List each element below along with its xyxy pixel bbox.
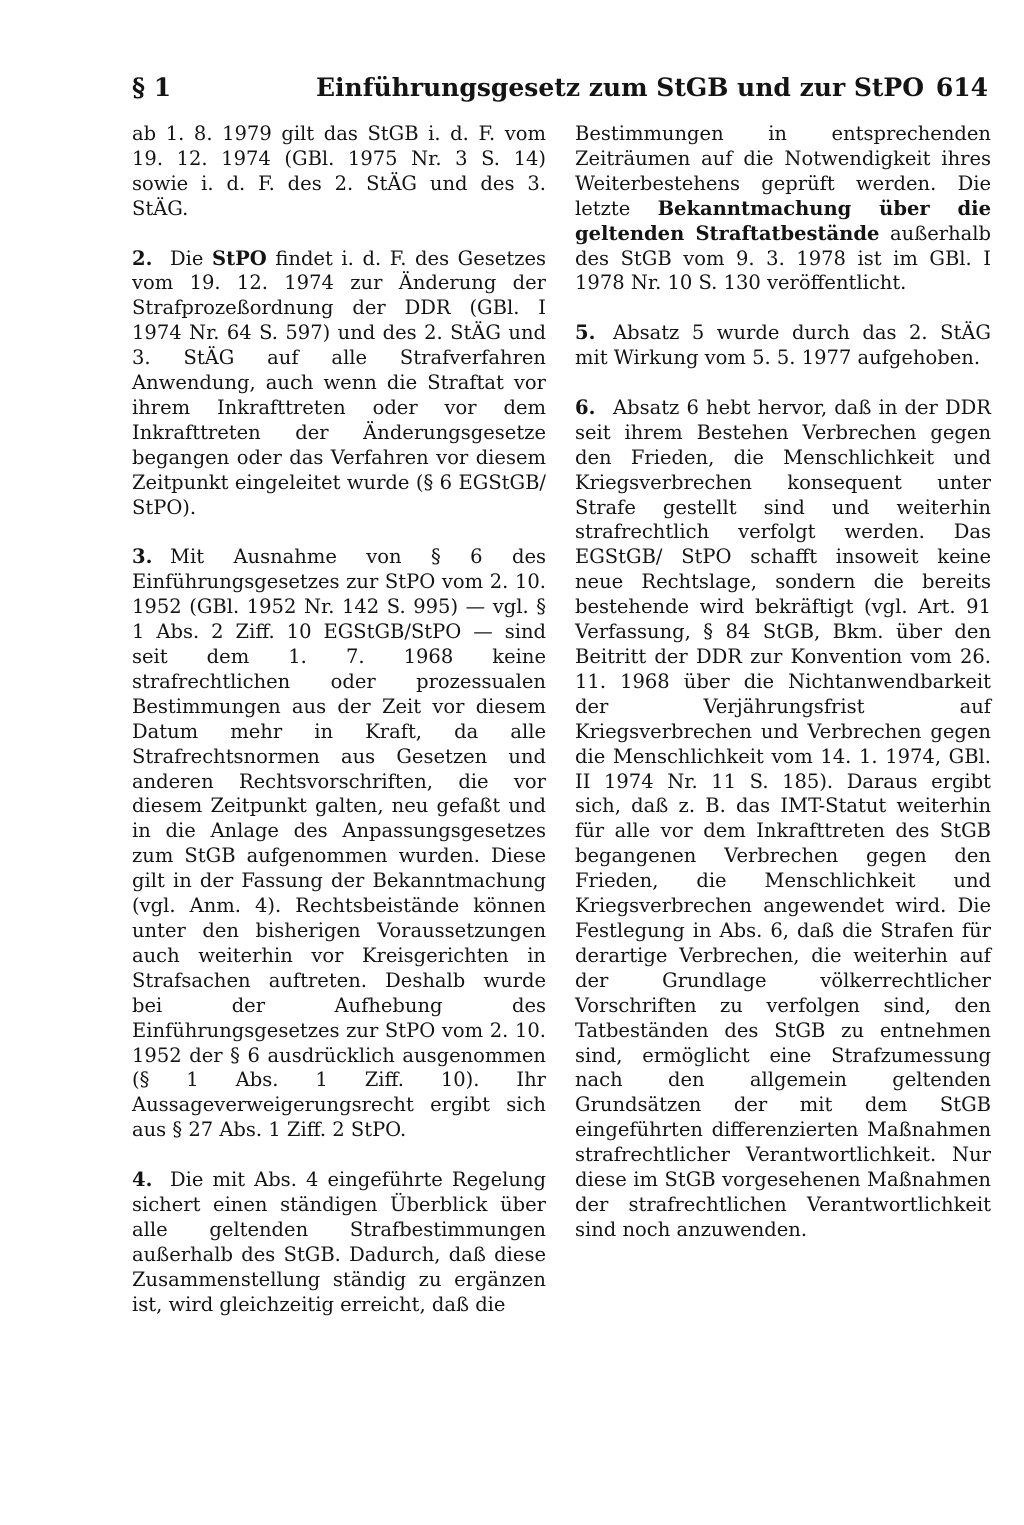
right-column xyxy=(575,122,991,1243)
paragraph-5 xyxy=(575,321,991,371)
paragraph-text: Die mit Abs. 4 eingeführte Regelung sichert einen ständigen Überblick über alle geltenden Strafbestimmungen außerhalb des StGB. Dadurch, daß diese Zusammenstellung ständig zu ergänzen ist, wird gleichzeitig erreicht, daß die xyxy=(132,1168,546,1316)
paragraph-number: 5. xyxy=(575,321,596,345)
paragraph-number: 2. xyxy=(132,246,153,270)
bold-term: Bekanntmachung über die geltenden Straftatbestände xyxy=(575,196,991,245)
running-title: Einführungsgesetz zum StGB und zur StPO xyxy=(316,73,925,102)
paragraph-gap xyxy=(132,1143,546,1168)
paragraph-4-continued xyxy=(575,122,991,296)
paragraph-text: ab 1. 8. 1979 gilt das StGB i. d. F. vom 19. 12. 1974 (GBl. 1975 Nr. 3 S. 14) sowie i. d. F. des 2. StÄG und des 3. StÄG. xyxy=(132,122,546,220)
paragraph-number: 4. xyxy=(132,1168,153,1192)
page-number: 614 xyxy=(935,73,988,102)
page-header xyxy=(132,68,988,108)
paragraph-6 xyxy=(575,396,991,1243)
paragraph-text: Die xyxy=(170,246,213,270)
paragraph-number: 6. xyxy=(575,395,596,419)
section-marker: § 1 xyxy=(132,73,172,102)
paragraph-3 xyxy=(132,545,546,1143)
paragraph-gap xyxy=(132,222,546,247)
paragraph-number: 3. xyxy=(132,545,153,569)
paragraph-text: Absatz 6 hebt hervor, daß in der DDR seit ihrem Bestehen Verbrechen gegen den Frieden, die Menschlichkeit und Kriegsverbrechen konsequent unter Strafe gestellt sind und weiterhin strafrechtlich verfolgt werden. Das EGStGB/ StPO schafft insoweit keine neue Rechtslage, sondern die bereits bestehende wird bekräftigt (vgl. Art. 91 Verfassung, § 84 StGB, Bkm. über den Beitritt der DDR zur Konvention vom 26. 11. 1968 über die Nichtanwendbarkeit der Verjährungsfrist auf Kriegsverbrechen und Verbrechen gegen die Menschlichkeit vom 14. 1. 1974, GBl. II 1974 Nr. 11 S. 185). Daraus ergibt sich, daß z. B. das IMT-Statut weiterhin für alle vor dem Inkrafttreten des StGB begangenen Verbrechen gegen den Frieden, die Menschlichkeit und Kriegsverbrechen angewendet wird. Die Festlegung in Abs. 6, daß die Strafen für derartige Verbrechen, die weiterhin auf der Grundlage völkerrechtlicher Vorschriften zu verfolgen sind, den Tatbeständen des StGB zu entnehmen sind, ermöglicht eine Strafzumessung nach den allgemein geltenden Grundsätzen der mit dem StGB eingeführten differenzierten Maßnahmen strafrechtlicher Verantwortlichkeit. Nur diese im StGB vorgesehenen Maßnahmen der strafrechtlichen Verantwortlichkeit sind noch anzuwenden. xyxy=(575,395,991,1241)
paragraph-gap xyxy=(575,371,991,396)
left-column xyxy=(132,122,546,1317)
paragraph-continued xyxy=(132,122,546,222)
paragraph-text: Bestimmungen in entsprechenden Zeiträumen auf die Notwendigkeit ihres Weiterbestehens geprüft werden. Die letzte xyxy=(575,122,991,220)
paragraph-gap xyxy=(575,296,991,321)
bold-term: StPO xyxy=(212,246,267,270)
paragraph-gap xyxy=(132,520,546,545)
paragraph-text: außerhalb des StGB vom 9. 3. 1978 ist im GBl. I 1978 Nr. 10 S. 130 veröffentlicht. xyxy=(575,221,991,295)
paragraph-text: Absatz 5 wurde durch das 2. StÄG mit Wirkung vom 5. 5. 1977 aufgehoben. xyxy=(575,321,991,370)
paragraph-2 xyxy=(132,247,546,521)
paragraph-4 xyxy=(132,1168,546,1317)
paragraph-text: findet i. d. F. des Gesetzes vom 19. 12. 1974 zur Änderung der Strafprozeßordnung der DDR (GBl. I 1974 Nr. 64 S. 597) und des 2. StÄG und 3. StÄG auf alle Strafverfahren Anwendung, auch wenn die Straftat vor ihrem Inkrafttreten oder vor dem Inkrafttreten der Änderungsgesetze begangen oder das Verfahren vor diesem Zeitpunkt eingeleitet wurde (§ 6 EGStGB/ StPO). xyxy=(132,246,547,519)
paragraph-text: Mit Ausnahme von § 6 des Einführungsgesetzes zur StPO vom 2. 10. 1952 (GBl. 1952 Nr. 142 S. 995) — vgl. § 1 Abs. 2 Ziff. 10 EGStGB/StPO — sind seit dem 1. 7. 1968 keine strafrechtlichen oder prozessualen Bestimmungen aus der Zeit vor diesem Datum mehr in Kraft, da alle Strafrechtsnormen aus Gesetzen und anderen Rechtsvorschriften, die vor diesem Zeitpunkt galten, neu gefaßt und in die Anlage des Anpassungsgesetzes zum StGB aufgenommen wurden. Diese gilt in der Fassung der Bekanntmachung (vgl. Anm. 4). Rechtsbeistände können unter den bisherigen Voraussetzungen auch weiterhin vor Kreisgerichten in Strafsachen auftreten. Deshalb wurde bei der Aufhebung des Einführungsgesetzes zur StPO vom 2. 10. 1952 der § 6 ausdrücklich ausgenommen (§ 1 Abs. 1 Ziff. 10). Ihr Aussageverweigerungsrecht ergibt sich aus § 27 Abs. 1 Ziff. 2 StPO. xyxy=(132,545,546,1142)
